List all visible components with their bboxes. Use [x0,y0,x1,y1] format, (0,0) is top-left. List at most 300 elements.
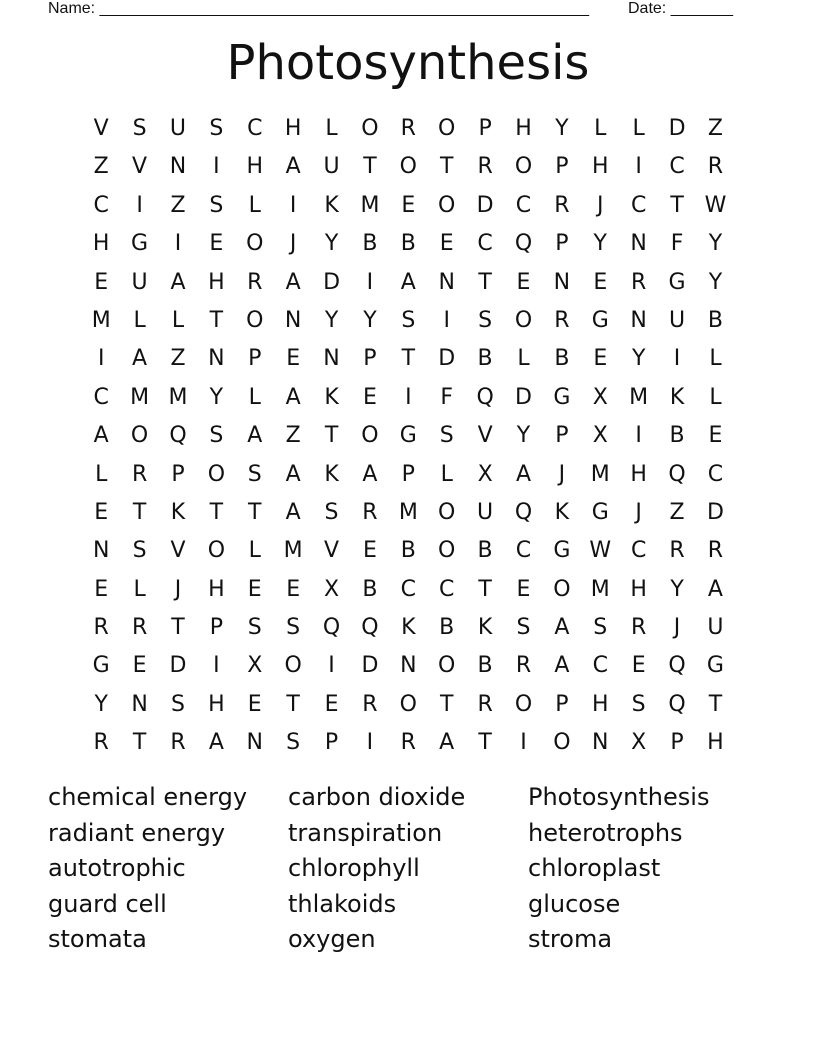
grid-letter: V [477,423,493,449]
grid-letter: C [400,576,416,602]
grid-letter: Z [669,499,685,525]
grid-letter: O [246,231,264,257]
grid-letter: R [131,461,148,487]
grid-letter: F [670,231,684,257]
grid-letter: T [439,691,454,717]
grid-letter: E [94,269,109,295]
grid-letter: Z [707,116,723,141]
grid-letter: P [401,461,415,487]
word-bank-item: radiant energy [48,818,226,847]
grid-letter: E [516,269,531,295]
grid-letter: S [286,615,301,641]
grid-letter: P [670,730,684,756]
grid-letter: R [554,192,570,218]
grid-letter: T [209,499,224,525]
grid-letter: L [248,384,261,410]
grid-letter: X [592,423,608,449]
grid-letter: S [516,615,531,641]
grid-letter: I [174,231,182,257]
grid-letter: I [443,307,450,333]
grid-letter: L [325,116,338,141]
grid-letter: B [400,231,416,257]
grid-letter: Y [555,116,569,141]
grid-letter: O [438,499,456,525]
grid-letter: N [131,691,148,717]
grid-letter: G [553,538,571,564]
grid-letter: L [133,307,146,333]
grid-letter: N [284,307,302,333]
grid-letter: S [132,538,147,564]
grid-letter: E [286,576,301,602]
grid-letter: H [208,691,225,717]
grid-letter: K [401,615,416,641]
grid-letter: G [668,269,686,295]
grid-letter: H [707,730,724,756]
grid-letter: U [707,615,724,641]
grid-letter: V [170,538,186,564]
grid-letter: I [520,730,527,756]
grid-letter: S [439,423,454,449]
grid-letter: C [630,538,647,564]
grid-letter: E [401,192,416,218]
grid-letter: Q [668,653,686,679]
grid-letter: O [438,653,456,679]
grid-letter: U [169,116,187,141]
grid-letter: C [515,192,532,218]
word-bank-item: chloroplast [528,854,661,883]
grid-letter: P [171,461,185,487]
grid-letter: Q [361,615,379,641]
grid-letter: S [324,499,339,525]
grid-letter: E [593,346,608,372]
grid-letter: V [93,116,109,141]
grid-letter: I [136,192,143,218]
name-field-label: Name: _______________________________________________________ [48,0,589,17]
grid-letter: O [514,307,533,333]
grid-letter: T [209,307,224,333]
grid-letter: Y [708,231,723,257]
grid-letter: B [554,346,570,372]
grid-letter: B [439,615,455,641]
grid-letter: T [132,730,147,756]
grid-letter: P [478,116,492,141]
grid-letter: G [706,653,724,679]
grid-letter: A [285,499,301,525]
grid-letter: D [668,116,686,141]
grid-letter: G [131,231,149,257]
grid-letter: H [592,691,609,717]
grid-letter: R [707,538,724,564]
grid-letter: O [514,154,533,180]
grid-letter: O [438,538,456,564]
grid-letter: R [93,730,109,756]
grid-letter: M [360,192,380,218]
grid-letter: A [285,154,301,180]
grid-letter: S [286,730,301,756]
grid-letter: M [590,576,610,602]
grid-letter: N [553,269,571,295]
grid-letter: R [131,615,148,641]
grid-letter: R [93,615,109,641]
grid-letter: T [670,192,684,218]
grid-letter: S [478,307,493,333]
grid-letter: N [169,154,187,180]
grid-letter: Z [285,423,301,449]
grid-letter: Q [476,384,494,410]
grid-letter: D [169,653,187,679]
grid-letter: M [590,461,610,487]
grid-letter: E [362,538,377,564]
grid-letter: J [673,615,681,641]
grid-letter: E [247,576,262,602]
grid-letter: T [286,691,300,717]
word-bank-item: guard cell [48,889,167,918]
grid-letter: S [401,307,416,333]
grid-letter: B [362,576,378,602]
grid-letter: H [208,269,225,295]
grid-letter: O [361,116,379,141]
grid-letter: X [324,576,340,602]
grid-letter: H [515,116,532,141]
grid-letter: E [631,653,646,679]
grid-letter: S [209,423,224,449]
word-bank-item: oxygen [288,925,376,954]
grid-letter: A [707,576,723,602]
grid-letter: T [478,576,492,602]
grid-letter: N [630,231,647,257]
grid-letter: Z [170,346,186,372]
grid-letter: H [208,576,225,602]
grid-letter: R [631,615,647,641]
grid-letter: N [208,346,225,372]
word-bank-item: transpiration [288,818,443,847]
grid-letter: K [170,499,186,525]
grid-letter: M [398,499,418,525]
grid-letter: R [400,116,416,141]
grid-letter: L [632,116,645,141]
grid-letter: S [247,461,262,487]
grid-letter: P [555,423,569,449]
grid-letter: I [97,346,105,372]
grid-letter: O [284,653,302,679]
grid-letter: I [405,384,412,410]
word-bank-item: stroma [528,925,613,954]
grid-letter: O [438,116,456,141]
grid-letter: M [629,384,649,410]
grid-letter: E [209,231,224,257]
grid-letter: T [363,154,377,180]
grid-letter: D [476,192,494,218]
grid-letter: O [399,154,417,180]
grid-letter: G [92,653,110,679]
grid-letter: R [362,499,378,525]
word-search-grid [82,110,735,763]
grid-letter: H [284,116,302,141]
grid-letter: E [593,269,608,295]
grid-letter: H [592,154,609,180]
grid-letter: X [592,384,608,410]
grid-letter: L [95,461,108,487]
grid-letter: E [286,346,301,372]
grid-letter: O [361,423,379,449]
grid-letter: D [438,346,456,372]
grid-letter: G [553,384,571,410]
grid-letter: P [555,691,569,717]
grid-letter: Q [514,499,533,525]
grid-letter: M [283,538,303,564]
grid-letter: R [400,730,416,756]
grid-letter: M [91,307,111,333]
grid-letter: C [515,538,532,564]
grid-letter: S [247,615,262,641]
grid-letter: A [554,653,570,679]
grid-letter: A [362,461,378,487]
grid-letter: L [709,346,722,372]
grid-letter: E [439,231,454,257]
grid-letter: D [515,384,532,410]
grid-letter: J [289,231,297,257]
grid-letter: A [285,384,301,410]
grid-letter: S [631,691,646,717]
grid-letter: T [401,346,416,372]
grid-letter: K [324,461,339,487]
grid-letter: O [207,461,226,487]
grid-letter: E [132,653,147,679]
grid-letter: K [477,615,493,641]
word-bank-item: carbon dioxide [288,783,466,811]
grid-letter: Y [209,384,224,410]
grid-letter: O [130,423,149,449]
grid-letter: B [477,653,493,679]
grid-letter: R [515,653,532,679]
grid-letter: X [247,653,263,679]
grid-letter: Z [93,154,109,180]
grid-letter: S [170,691,185,717]
grid-letter: X [631,730,647,756]
grid-letter: N [323,346,340,372]
word-bank-item: thlakoids [288,889,397,918]
grid-letter: I [213,154,220,180]
grid-letter: J [558,461,566,487]
grid-letter: P [555,231,569,257]
grid-letter: A [247,423,263,449]
grid-letter: Q [322,615,341,641]
grid-letter: I [366,730,374,756]
grid-letter: L [709,384,722,410]
grid-letter: J [174,576,182,602]
grid-letter: L [517,346,530,372]
grid-letter: J [597,192,604,218]
grid-letter: O [399,691,417,717]
grid-letter: K [554,499,570,525]
grid-letter: Y [324,231,339,257]
grid-letter: O [438,192,456,218]
grid-letter: H [246,154,264,180]
grid-letter: K [669,384,685,410]
grid-letter: Y [516,423,531,449]
grid-letter: R [554,307,570,333]
grid-letter: O [246,307,264,333]
grid-letter: L [440,461,453,487]
grid-letter: O [553,576,571,602]
grid-letter: R [631,269,647,295]
grid-letter: U [477,499,494,525]
grid-letter: B [669,423,685,449]
word-bank-item: stomata [48,925,147,954]
grid-letter: Y [324,307,339,333]
grid-letter: R [477,691,493,717]
word-bank-item: glucose [528,889,621,918]
grid-letter: P [324,730,339,756]
grid-letter: A [554,615,570,641]
grid-letter: P [363,346,377,372]
word-bank-item: Photosynthesis [528,783,710,811]
grid-letter: P [555,154,569,180]
grid-letter: Y [363,307,377,333]
grid-letter: Y [631,346,646,372]
grid-letter: N [92,538,110,564]
grid-letter: H [630,461,647,487]
grid-letter: O [514,691,533,717]
grid-letter: K [324,384,339,410]
word-bank-item: chemical energy [48,783,248,811]
grid-letter: I [673,346,681,372]
grid-letter: I [635,423,642,449]
grid-letter: R [707,154,724,180]
word-bank-item: autotrophic [48,854,186,883]
grid-letter: L [594,116,607,141]
grid-letter: I [635,154,642,180]
grid-letter: N [400,653,417,679]
grid-letter: C [247,116,263,141]
grid-letter: A [132,346,148,372]
grid-letter: D [323,269,341,295]
grid-letter: I [213,653,220,679]
grid-letter: C [707,461,724,487]
grid-letter: Y [708,269,723,295]
grid-letter: R [247,269,263,295]
grid-letter: C [93,384,109,410]
grid-letter: C [93,192,109,218]
grid-letter: H [92,231,110,257]
grid-letter: D [361,653,379,679]
grid-letter: T [132,499,147,525]
grid-letter: Q [169,423,187,449]
grid-letter: O [553,730,571,756]
grid-letter: U [323,154,340,180]
word-bank [48,780,768,958]
grid-letter: R [669,538,685,564]
grid-letter: J [635,499,642,525]
grid-letter: T [248,499,262,525]
grid-letter: V [132,154,148,180]
grid-letter: T [478,730,492,756]
grid-letter: K [324,192,339,218]
grid-letter: Z [170,192,186,218]
grid-letter: T [324,423,339,449]
grid-letter: I [289,192,297,218]
grid-letter: A [285,269,301,295]
grid-letter: S [209,192,224,218]
grid-letter: G [591,499,609,525]
grid-letter: P [209,615,223,641]
date-field-label: Date: _______ [628,0,733,17]
grid-letter: B [707,307,723,333]
grid-letter: A [515,461,532,487]
grid-letter: M [168,384,188,410]
grid-letter: B [362,231,378,257]
grid-letter: L [248,192,261,218]
grid-letter: N [630,307,647,333]
grid-letter: L [171,307,185,333]
grid-letter: R [477,154,493,180]
grid-letter: E [324,691,339,717]
grid-letter: B [477,538,493,564]
grid-letter: G [591,307,609,333]
grid-letter: C [592,653,608,679]
grid-letter: E [362,384,377,410]
grid-letter: P [248,346,262,372]
grid-letter: C [439,576,455,602]
grid-letter: A [93,423,109,449]
grid-letter: Y [670,576,684,602]
page-title: Photosynthesis [226,35,590,91]
grid-letter: S [593,615,608,641]
grid-letter: E [94,499,109,525]
grid-letter: Q [514,231,533,257]
word-bank-item: chlorophyll [288,854,420,883]
grid-letter: N [246,730,263,756]
grid-letter: O [207,538,226,564]
grid-letter: A [170,269,186,295]
grid-letter: D [706,499,724,525]
grid-letter: W [589,538,612,564]
grid-letter: V [324,538,340,564]
grid-letter: E [516,576,531,602]
grid-letter: A [285,461,301,487]
grid-letter: R [362,691,378,717]
grid-letter: L [133,576,146,602]
grid-letter: S [209,116,224,141]
grid-letter: Y [593,231,607,257]
grid-letter: U [131,269,148,295]
grid-letter: C [669,154,685,180]
grid-letter: B [477,346,493,372]
grid-letter: A [208,730,224,756]
grid-letter: W [704,192,727,218]
grid-letter: C [630,192,647,218]
grid-letter: G [399,423,417,449]
grid-letter: S [132,116,147,141]
grid-letter: R [170,730,186,756]
grid-letter: L [248,538,261,564]
grid-letter: F [440,384,454,410]
grid-letter: Q [668,461,686,487]
grid-letter: T [708,691,723,717]
grid-letter: Q [668,691,686,717]
grid-letter: E [94,576,109,602]
grid-letter: T [171,615,185,641]
grid-letter: Y [94,691,108,717]
grid-letter: A [439,730,455,756]
grid-letter: X [477,461,493,487]
grid-letter: I [366,269,374,295]
grid-letter: T [439,154,454,180]
word-bank-item: heterotrophs [528,818,683,847]
grid-letter: T [478,269,492,295]
grid-letter: E [247,691,262,717]
grid-letter: U [669,307,686,333]
